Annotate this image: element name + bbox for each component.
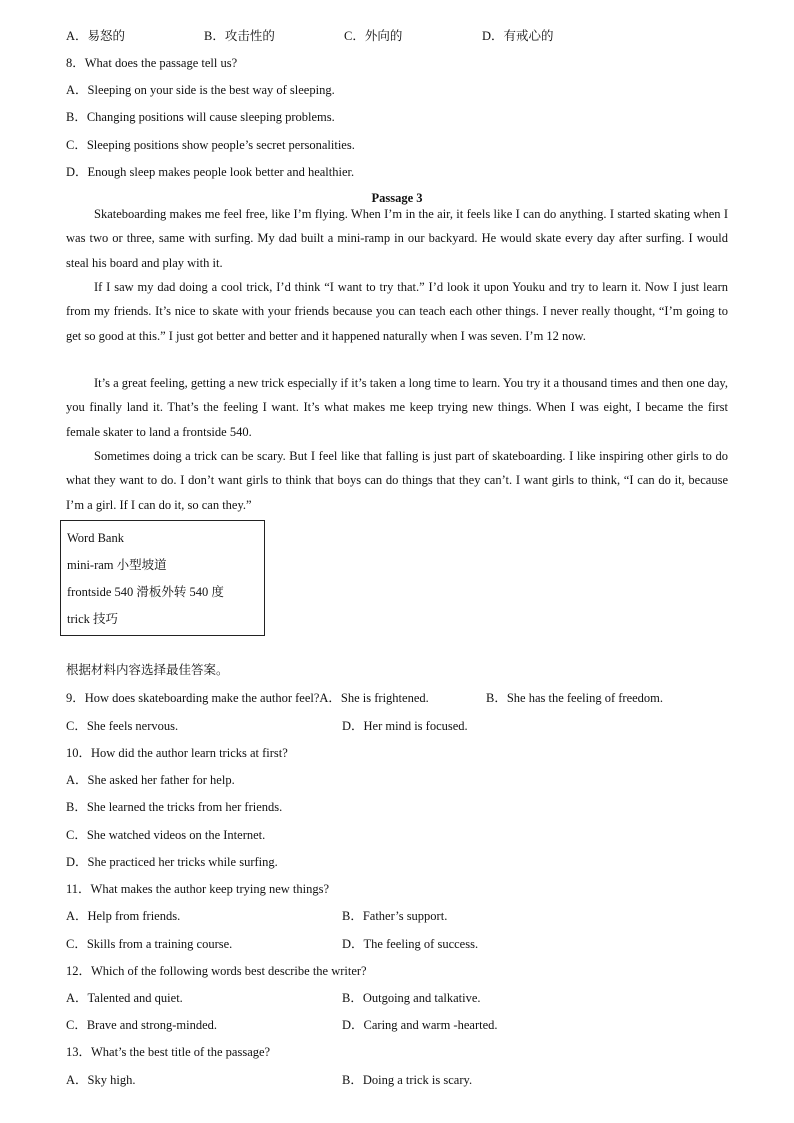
q13-option-a: A．Sky high.: [66, 1073, 136, 1087]
q12-option-d: D．Caring and warm -hearted.: [342, 1018, 498, 1032]
q7-option-c: C．外向的: [344, 29, 403, 43]
word-bank-box: [60, 520, 265, 636]
q7-option-d: D．有戒心的: [482, 29, 554, 43]
q9-option-b: B．She has the feeling of freedom.: [486, 691, 664, 705]
q10-stem: 10．How did the author learn tricks at first?: [66, 746, 288, 760]
instruction: 根据材料内容选择最佳答案。: [66, 663, 229, 677]
q10-option-d: D．She practiced her tricks while surfing.: [66, 855, 278, 869]
word-bank-entry: trick 技巧: [67, 612, 119, 626]
passage-title: Passage 3: [371, 191, 423, 205]
q9-stem: 9．How does skateboarding make the author feel?A．She is frightened.: [66, 691, 429, 705]
q12-option-b: B．Outgoing and talkative.: [342, 991, 481, 1005]
q8-option-a: A．Sleeping on your side is the best way of sleeping.: [66, 83, 335, 97]
q11-option-c: C．Skills from a training course.: [66, 937, 233, 951]
word-bank-title: Word Bank: [67, 531, 124, 545]
passage-paragraph-4: Sometimes doing a trick can be scary. But I feel like that falling is just part of skateboarding. I like inspiring other girls to do what they want to do. I don’t want girls to think that boys can do things that they can’t. I want girls to think, “I can do it, because I’m a girl. If I can do it, so can they.”: [66, 449, 728, 512]
passage-paragraph-2: If I saw my dad doing a cool trick, I’d think “I want to try that.” I’d look it upon Youku and try to learn it. Now I just learn from my friends. It’s nice to skate with your friends because you can teach each other things. I never really thought, “I’m going to get so good at this.” I just got better and better and it happened naturally when I was seven. I’m 12 now.: [66, 280, 728, 343]
passage-paragraph-3: It’s a great feeling, getting a new trick especially if it’s taken a long time to learn. You try it a thousand times and then one day, you finally land it. That’s the feeling I want. It’s what makes me keep trying new things. When I was eight, I became the first female skater to land a frontside 540.: [66, 376, 728, 439]
q12-option-a: A．Talented and quiet.: [66, 991, 183, 1005]
q10-option-c: C．She watched videos on the Internet.: [66, 828, 266, 842]
q12-option-c: C．Brave and strong-minded.: [66, 1018, 218, 1032]
q11-option-a: A．Help from friends.: [66, 909, 181, 923]
q10-option-a: A．She asked her father for help.: [66, 773, 235, 787]
q8-option-c: C．Sleeping positions show people’s secret personalities.: [66, 138, 355, 152]
word-bank-entry: frontside 540 滑板外转 540 度: [67, 585, 224, 599]
q8-option-b: B．Changing positions will cause sleeping problems.: [66, 110, 335, 124]
q11-option-d: D．The feeling of success.: [342, 937, 479, 951]
q11-stem: 11．What makes the author keep trying new things?: [66, 882, 330, 896]
passage-paragraph-1: Skateboarding makes me feel free, like I’m flying. When I’m in the air, it feels like I can do anything. I started skating when I was two or three, same with surfing. My dad built a mini-ramp in our backyard. He would skate every day after surfing. I would steal his board and play with it.: [66, 207, 728, 270]
q8-stem: 8．What does the passage tell us?: [66, 56, 238, 70]
q9-option-c: C．She feels nervous.: [66, 719, 179, 733]
q7-option-b: B．攻击性的: [204, 29, 275, 43]
q8-option-d: D．Enough sleep makes people look better and healthier.: [66, 165, 355, 179]
q12-stem: 12．Which of the following words best describe the writer?: [66, 964, 367, 978]
q7-option-a: A．易怒的: [66, 29, 126, 43]
word-bank-entry: mini-ram 小型坡道: [67, 558, 167, 572]
q11-option-b: B．Father’s support.: [342, 909, 448, 923]
q9-option-d: D．Her mind is focused.: [342, 719, 468, 733]
q13-option-b: B．Doing a trick is scary.: [342, 1073, 473, 1087]
q13-stem: 13．What’s the best title of the passage?: [66, 1045, 271, 1059]
q10-option-b: B．She learned the tricks from her friends.: [66, 800, 283, 814]
